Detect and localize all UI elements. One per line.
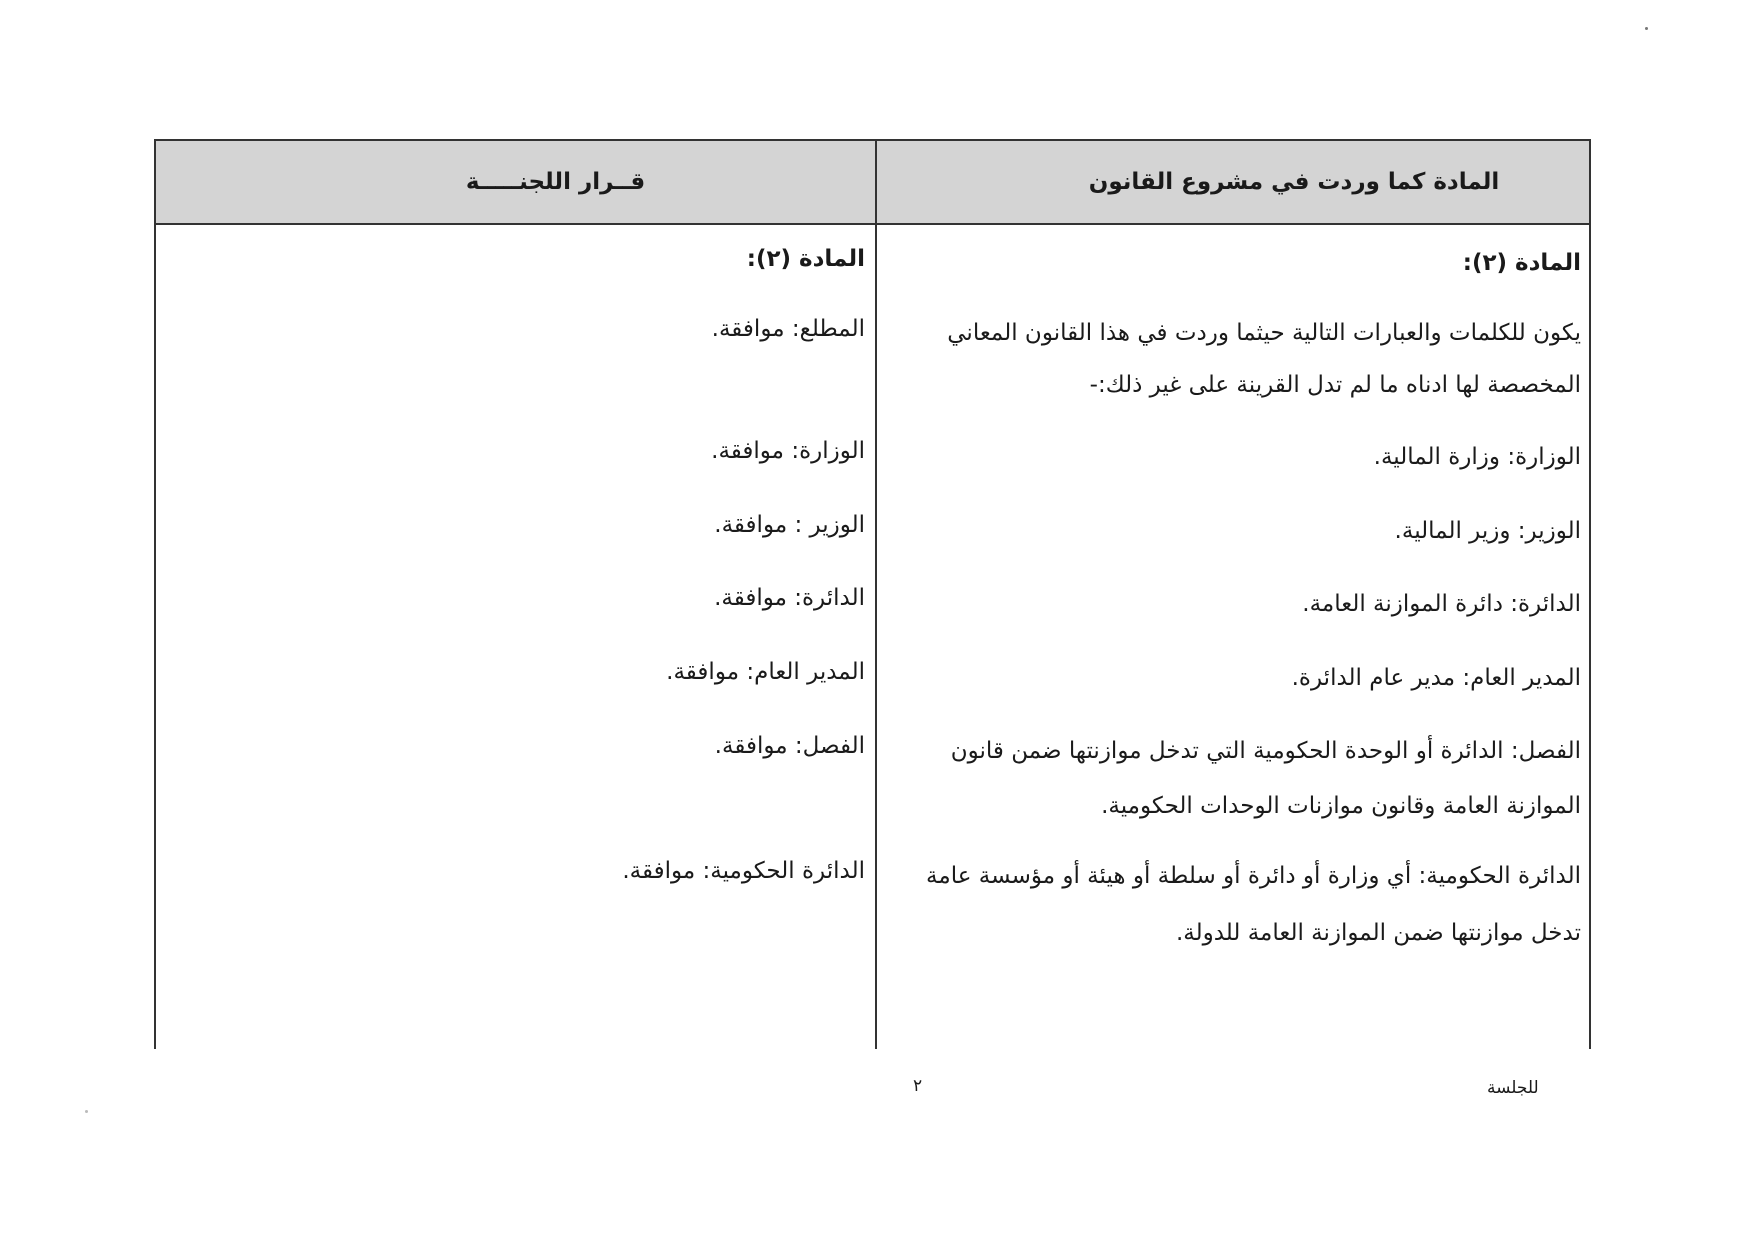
bill-def-chapter-line-2: الموازنة العامة وقانون موازنات الوحدات الحكومية. bbox=[1101, 793, 1581, 819]
bill-def-gov-dept-line-1: الدائرة الحكومية: أي وزارة أو دائرة أو سلطة أو هيئة أو مؤسسة عامة bbox=[926, 863, 1581, 889]
bill-article-title: المادة (٢): bbox=[1462, 250, 1581, 276]
page-number: ٢ bbox=[913, 1076, 923, 1096]
decision-preamble: المطلع: موافقة. bbox=[711, 316, 865, 342]
bill-intro-line-2: المخصصة لها ادناه ما لم تدل القرينة على غير ذلك:- bbox=[1089, 372, 1581, 398]
column-divider bbox=[875, 141, 877, 1049]
header-committee-decision-text: قــرار اللجنـــــة bbox=[465, 169, 646, 195]
header-bill-article bbox=[877, 141, 1591, 223]
header-bill-article-text: المادة كما وردت في مشروع القانون bbox=[1088, 169, 1500, 195]
bill-def-chapter-line-1: الفصل: الدائرة أو الوحدة الحكومية التي تدخل موازنتها ضمن قانون bbox=[950, 738, 1581, 764]
footer-session-label: للجلسة bbox=[1487, 1078, 1539, 1098]
bill-intro-line-1: يكون للكلمات والعبارات التالية حيثما وردت في هذا القانون المعاني bbox=[947, 320, 1581, 346]
header-committee-decision bbox=[156, 141, 875, 223]
decision-department: الدائرة: موافقة. bbox=[714, 585, 865, 611]
scan-speck bbox=[1645, 27, 1648, 30]
scan-speck bbox=[85, 1110, 88, 1113]
decision-director: المدير العام: موافقة. bbox=[666, 659, 865, 685]
decision-article-title: المادة (٢): bbox=[746, 246, 865, 272]
bill-def-ministry: الوزارة: وزارة المالية. bbox=[1373, 444, 1581, 470]
bill-def-director: المدير العام: مدير عام الدائرة. bbox=[1291, 665, 1581, 691]
comparison-table bbox=[154, 139, 1591, 1049]
bill-def-gov-dept-line-2: تدخل موازنتها ضمن الموازنة العامة للدولة. bbox=[1175, 920, 1581, 946]
decision-minister: الوزير : موافقة. bbox=[714, 512, 865, 538]
bill-def-department: الدائرة: دائرة الموازنة العامة. bbox=[1302, 591, 1581, 617]
decision-ministry: الوزارة: موافقة. bbox=[711, 438, 865, 464]
decision-chapter: الفصل: موافقة. bbox=[714, 733, 865, 759]
bill-def-minister: الوزير: وزير المالية. bbox=[1394, 518, 1581, 544]
table-header-row bbox=[156, 141, 1589, 225]
decision-gov-dept: الدائرة الحكومية: موافقة. bbox=[622, 858, 865, 884]
